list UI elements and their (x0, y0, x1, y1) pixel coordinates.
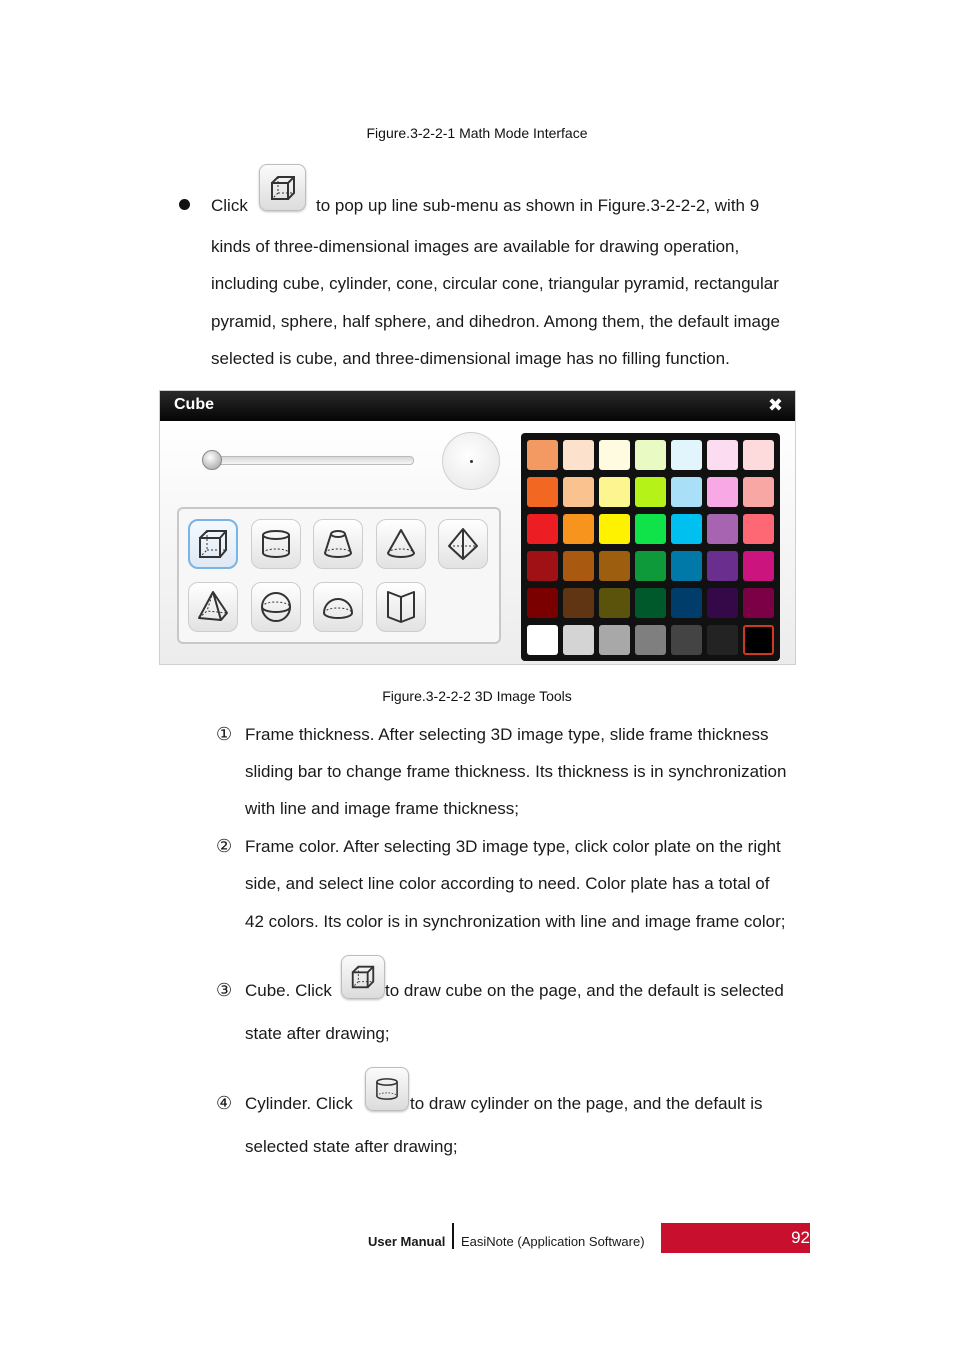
item-3-pre: Cube. Click (245, 981, 332, 1000)
item-4-pre: Cylinder. Click (245, 1094, 353, 1113)
color-swatch[interactable] (671, 588, 702, 618)
color-swatch[interactable] (599, 440, 630, 470)
color-swatch[interactable] (707, 514, 738, 544)
thickness-preview (442, 432, 500, 490)
color-swatch[interactable] (671, 625, 702, 655)
footer-manual: User Manual (368, 1234, 446, 1249)
frame-thickness-slider[interactable] (208, 456, 414, 465)
cube-tool-icon-inline[interactable] (341, 955, 385, 999)
color-swatch[interactable] (527, 440, 558, 470)
color-swatch[interactable] (563, 440, 594, 470)
color-swatch[interactable] (635, 440, 666, 470)
shape-button-triangular-pyramid[interactable] (438, 519, 488, 569)
shape-selector (177, 507, 501, 644)
shape-button-cone[interactable] (313, 519, 363, 569)
triangular-pyramid-icon (445, 526, 481, 562)
color-swatch[interactable] (563, 625, 594, 655)
color-swatch[interactable] (527, 477, 558, 507)
figure-caption-2: Figure.3-2-2-2 3D Image Tools (382, 688, 572, 704)
color-swatch[interactable] (599, 588, 630, 618)
color-swatch[interactable] (527, 625, 558, 655)
circular-cone-icon (383, 526, 419, 562)
item-number-1: ① (216, 724, 233, 744)
color-swatch[interactable] (743, 440, 774, 470)
half-sphere-icon (320, 589, 356, 625)
color-swatch[interactable] (635, 625, 666, 655)
panel-title-bar (160, 391, 795, 421)
color-swatch[interactable] (743, 588, 774, 618)
color-swatch[interactable] (743, 514, 774, 544)
color-swatch[interactable] (635, 514, 666, 544)
bullet-click-text: Click (211, 196, 248, 215)
color-swatch[interactable] (599, 625, 630, 655)
cube-icon (349, 963, 377, 991)
color-swatch[interactable] (707, 551, 738, 581)
item-3-line-2: state after drawing; (245, 1024, 390, 1043)
panel-title: Cube (174, 396, 214, 413)
color-swatch[interactable] (707, 625, 738, 655)
bullet-line-4: pyramid, sphere, half sphere, and dihedron. Among them, the default image (211, 312, 780, 331)
slider-knob[interactable] (202, 450, 222, 470)
shape-button-circular-cone[interactable] (376, 519, 426, 569)
dihedron-icon (383, 589, 419, 625)
color-palette (521, 433, 780, 661)
item-number-2: ② (216, 836, 233, 856)
item-1-line-2: sliding bar to change frame thickness. Its thickness is in synchronization (245, 762, 787, 781)
color-swatch[interactable] (671, 477, 702, 507)
color-swatch[interactable] (743, 551, 774, 581)
color-swatch[interactable] (599, 551, 630, 581)
page-number: 92 (791, 1228, 810, 1247)
cube-tool-icon[interactable] (259, 164, 306, 211)
item-number-3: ③ (216, 980, 233, 1000)
color-swatch[interactable] (527, 514, 558, 544)
bullet-line-5: selected is cube, and three-dimensional image has no filling function. (211, 349, 730, 368)
color-swatch[interactable] (743, 625, 774, 655)
shape-button-rectangular-pyramid[interactable] (188, 582, 238, 632)
item-2-line-2: side, and select line color according to need. Color plate has a total of (245, 874, 770, 893)
cube-tools-panel (159, 390, 796, 665)
footer-divider (452, 1223, 454, 1249)
color-swatch[interactable] (671, 514, 702, 544)
bullet-line-1: to pop up line sub-menu as shown in Figure.3-2-2-2, with 9 (316, 196, 760, 215)
color-swatch[interactable] (563, 477, 594, 507)
color-swatch[interactable] (527, 588, 558, 618)
color-swatch[interactable] (707, 477, 738, 507)
color-swatch[interactable] (635, 588, 666, 618)
color-swatch[interactable] (563, 588, 594, 618)
color-swatch[interactable] (563, 551, 594, 581)
bullet-dot (179, 199, 190, 210)
shape-button-sphere[interactable] (251, 582, 301, 632)
sphere-icon (258, 589, 294, 625)
item-4-line-2: selected state after drawing; (245, 1137, 458, 1156)
color-swatch[interactable] (563, 514, 594, 544)
item-1-line-1: Frame thickness. After selecting 3D image type, slide frame thickness (245, 725, 769, 744)
figure-caption-1: Figure.3-2-2-1 Math Mode Interface (366, 125, 588, 141)
color-swatch[interactable] (599, 514, 630, 544)
color-swatch[interactable] (671, 440, 702, 470)
shape-button-dihedron[interactable] (376, 582, 426, 632)
color-swatch[interactable] (527, 551, 558, 581)
bullet-line-3: including cube, cylinder, cone, circular cone, triangular pyramid, rectangular (211, 274, 779, 293)
page-number-box (661, 1223, 810, 1253)
item-2-line-1: Frame color. After selecting 3D image type, click color plate on the right (245, 837, 781, 856)
shape-button-cylinder[interactable] (251, 519, 301, 569)
item-3-post: to draw cube on the page, and the default is selected (385, 981, 784, 1000)
color-swatch[interactable] (671, 551, 702, 581)
color-swatch[interactable] (635, 477, 666, 507)
shape-button-cube[interactable] (188, 519, 238, 569)
color-swatch[interactable] (743, 477, 774, 507)
color-swatch[interactable] (707, 440, 738, 470)
color-swatch[interactable] (599, 477, 630, 507)
shape-button-half-sphere[interactable] (313, 582, 363, 632)
item-1-line-3: with line and image frame thickness; (245, 799, 520, 818)
cylinder-icon (373, 1075, 401, 1103)
rectangular-pyramid-icon (195, 589, 231, 625)
cone-icon (320, 526, 356, 562)
cube-icon (268, 173, 298, 203)
cylinder-icon (258, 526, 294, 562)
bullet-line-2: kinds of three-dimensional images are available for drawing operation, (211, 237, 740, 256)
item-4-post: to draw cylinder on the page, and the default is (410, 1094, 763, 1113)
cylinder-tool-icon-inline[interactable] (365, 1067, 409, 1111)
preview-dot (470, 460, 473, 463)
cube-icon (195, 526, 231, 562)
color-swatch[interactable] (707, 588, 738, 618)
item-number-4: ④ (216, 1093, 233, 1113)
item-2-line-3: 42 colors. Its color is in synchronization with line and image frame color; (245, 912, 786, 931)
close-icon[interactable]: ✖ (767, 395, 783, 415)
footer-software: EasiNote (Application Software) (461, 1234, 645, 1249)
color-swatch[interactable] (635, 551, 666, 581)
